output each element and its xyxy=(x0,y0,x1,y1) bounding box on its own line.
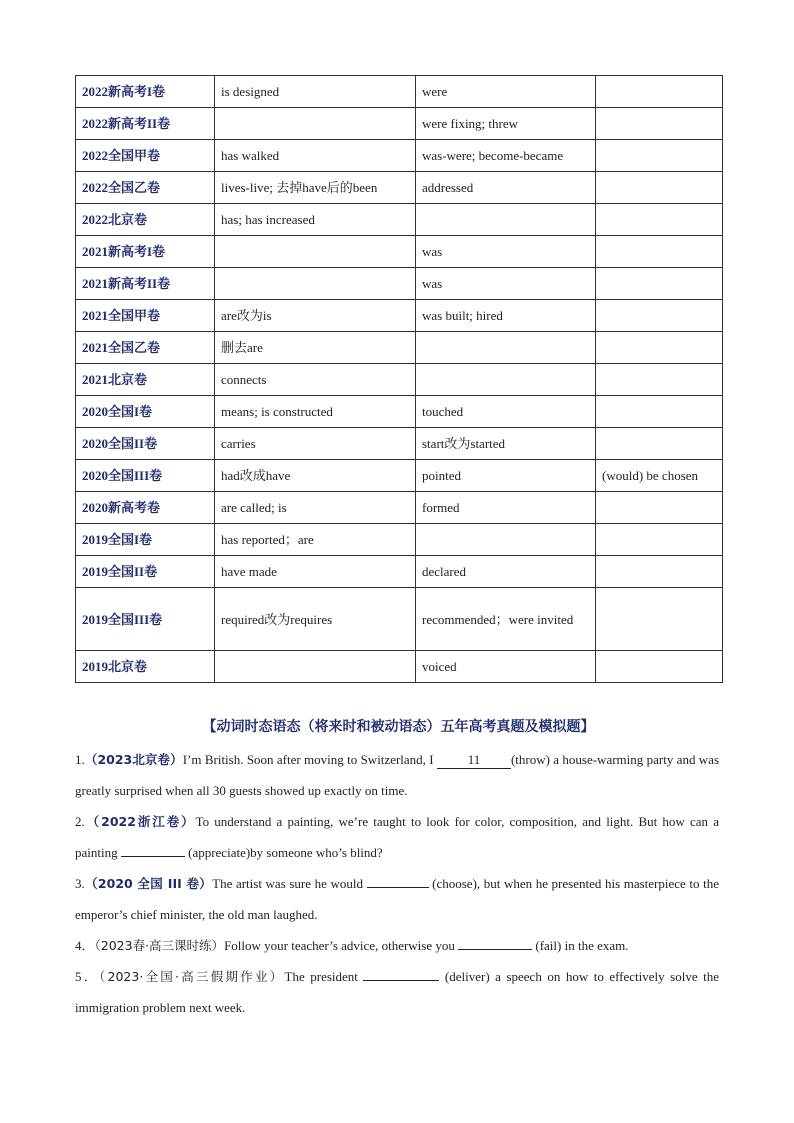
cell-source: 2022北京卷 xyxy=(76,204,215,236)
table-row xyxy=(76,140,723,172)
cell-answer-col3 xyxy=(416,364,596,396)
cell-answer-col4 xyxy=(596,524,723,556)
cell-answer-col4 xyxy=(596,268,723,300)
table-row xyxy=(76,268,723,300)
answer-table-container xyxy=(75,75,722,683)
cell-answer-col2 xyxy=(215,108,416,140)
cell-answer-col4 xyxy=(596,76,723,108)
cell-answer-col4 xyxy=(596,556,723,588)
cell-answer-col3: addressed xyxy=(416,172,596,204)
cell-source: 2021全国乙卷 xyxy=(76,332,215,364)
cell-answer-col2: are called; is xyxy=(215,492,416,524)
cell-answer-col2: is designed xyxy=(215,76,416,108)
cell-source: 2019全国III卷 xyxy=(76,588,215,651)
question-number: 3. xyxy=(75,876,85,891)
question-text: (choose), but when he presented his masterpiece to the emperor’s chief minister, the old man laughed. xyxy=(75,876,719,922)
cell-answer-col2: carries xyxy=(215,428,416,460)
cell-answer-col2: required改为requires xyxy=(215,588,416,651)
cell-source: 2022全国乙卷 xyxy=(76,172,215,204)
table-row xyxy=(76,460,723,492)
cell-answer-col3: formed xyxy=(416,492,596,524)
cell-answer-col4 xyxy=(596,332,723,364)
table-row xyxy=(76,492,723,524)
cell-answer-col4 xyxy=(596,396,723,428)
question-5 xyxy=(75,961,719,1023)
table-row xyxy=(76,76,723,108)
table-row xyxy=(76,236,723,268)
cell-answer-col4 xyxy=(596,300,723,332)
cell-answer-col3 xyxy=(416,204,596,236)
cell-answer-col4 xyxy=(596,140,723,172)
cell-answer-col2 xyxy=(215,268,416,300)
cell-answer-col4 xyxy=(596,651,723,683)
cell-source: 2021全国甲卷 xyxy=(76,300,215,332)
answer-blank[interactable] xyxy=(367,887,429,888)
cell-answer-col2 xyxy=(215,236,416,268)
question-source: （2023·全国·高三假期作业） xyxy=(99,969,285,984)
table-row xyxy=(76,172,723,204)
table-row xyxy=(76,364,723,396)
table-row xyxy=(76,108,723,140)
answer-blank[interactable]: 11 xyxy=(437,752,511,769)
cell-source: 2019全国II卷 xyxy=(76,556,215,588)
question-number: 1. xyxy=(75,752,85,767)
question-list xyxy=(75,744,719,1023)
question-number: 4． xyxy=(75,938,95,953)
cell-answer-col3: touched xyxy=(416,396,596,428)
cell-source: 2020全国III卷 xyxy=(76,460,215,492)
cell-answer-col3: was xyxy=(416,236,596,268)
cell-answer-col4 xyxy=(596,364,723,396)
cell-source: 2020全国II卷 xyxy=(76,428,215,460)
cell-answer-col4 xyxy=(596,204,723,236)
cell-source: 2022新高考II卷 xyxy=(76,108,215,140)
cell-answer-col2: has walked xyxy=(215,140,416,172)
cell-answer-col3: was-were; become-became xyxy=(416,140,596,172)
question-text: (throw) a house-warming party and was greatly surprised when all 30 guests showed up exactly on time. xyxy=(75,752,720,798)
cell-answer-col4 xyxy=(596,108,723,140)
question-source: （2020 全国 III 卷） xyxy=(84,876,213,891)
cell-answer-col2: lives-live; 去掉have后的been xyxy=(215,172,416,204)
cell-answer-col2: has reported；are xyxy=(215,524,416,556)
cell-answer-col3: declared xyxy=(416,556,596,588)
cell-answer-col2: connects xyxy=(215,364,416,396)
table-row xyxy=(76,651,723,683)
cell-answer-col2: have made xyxy=(215,556,416,588)
answer-table xyxy=(75,75,723,683)
question-source: （2023北京卷） xyxy=(84,752,183,767)
answer-blank[interactable] xyxy=(121,856,185,857)
cell-answer-col3 xyxy=(416,524,596,556)
question-text: (fail) in the exam. xyxy=(532,938,629,953)
question-source: （2022浙江卷） xyxy=(84,814,196,829)
cell-source: 2022新高考I卷 xyxy=(76,76,215,108)
cell-answer-col3: pointed xyxy=(416,460,596,492)
question-text: I’m British. Soon after moving to Switzerland, I xyxy=(182,752,437,767)
question-number: 5． xyxy=(75,969,100,984)
cell-answer-col3: voiced xyxy=(416,651,596,683)
cell-source: 2022全国甲卷 xyxy=(76,140,215,172)
section-title: 【动词时态语态（将来时和被动语态）五年高考真题及模拟题】 xyxy=(202,719,595,735)
cell-answer-col3: start改为started xyxy=(416,428,596,460)
cell-answer-col3: were fixing; threw xyxy=(416,108,596,140)
cell-source: 2020新高考卷 xyxy=(76,492,215,524)
cell-source: 2021北京卷 xyxy=(76,364,215,396)
question-1 xyxy=(75,744,719,806)
cell-answer-col3 xyxy=(416,332,596,364)
question-text: (appreciate)by someone who’s blind? xyxy=(184,845,383,860)
question-text: The president xyxy=(284,969,364,984)
question-4 xyxy=(75,930,719,961)
cell-answer-col2: had改成have xyxy=(215,460,416,492)
cell-answer-col3: recommended；were invited xyxy=(416,588,596,651)
cell-answer-col3: was xyxy=(416,268,596,300)
table-row xyxy=(76,300,723,332)
cell-answer-col3: were xyxy=(416,76,596,108)
cell-answer-col2: means; is constructed xyxy=(215,396,416,428)
cell-answer-col2: has; has increased xyxy=(215,204,416,236)
cell-answer-col4: (would) be chosen xyxy=(596,460,723,492)
cell-answer-col2 xyxy=(215,651,416,683)
cell-answer-col4 xyxy=(596,588,723,651)
table-row xyxy=(76,396,723,428)
cell-source: 2019全国I卷 xyxy=(76,524,215,556)
table-row xyxy=(76,588,723,651)
cell-answer-col4 xyxy=(596,492,723,524)
answer-blank[interactable] xyxy=(363,980,439,981)
table-row xyxy=(76,332,723,364)
table-row xyxy=(76,524,723,556)
question-text: (deliver) a speech on how to effectively solve the immigration problem next week. xyxy=(75,969,719,1015)
question-number: 2. xyxy=(75,814,85,829)
answer-blank[interactable] xyxy=(458,949,532,950)
question-text: Follow your teacher’s advice, otherwise you xyxy=(224,938,459,953)
cell-answer-col2: 删去are xyxy=(215,332,416,364)
cell-answer-col4 xyxy=(596,428,723,460)
cell-answer-col4 xyxy=(596,172,723,204)
table-row xyxy=(76,556,723,588)
cell-answer-col2: are改为is xyxy=(215,300,416,332)
cell-source: 2021新高考II卷 xyxy=(76,268,215,300)
cell-answer-col3: was built; hired xyxy=(416,300,596,332)
question-text: The artist was sure he would xyxy=(212,876,367,891)
cell-source: 2020全国I卷 xyxy=(76,396,215,428)
question-source: （2023春·高三课时练） xyxy=(94,938,225,953)
cell-source: 2021新高考I卷 xyxy=(76,236,215,268)
question-2 xyxy=(75,806,719,868)
table-row xyxy=(76,204,723,236)
cell-answer-col4 xyxy=(596,236,723,268)
question-3 xyxy=(75,868,719,930)
table-row xyxy=(76,428,723,460)
question-text: To understand a painting, we’re taught to look for color, composition, and light. But how can a painting xyxy=(75,814,720,860)
cell-source: 2019北京卷 xyxy=(76,651,215,683)
